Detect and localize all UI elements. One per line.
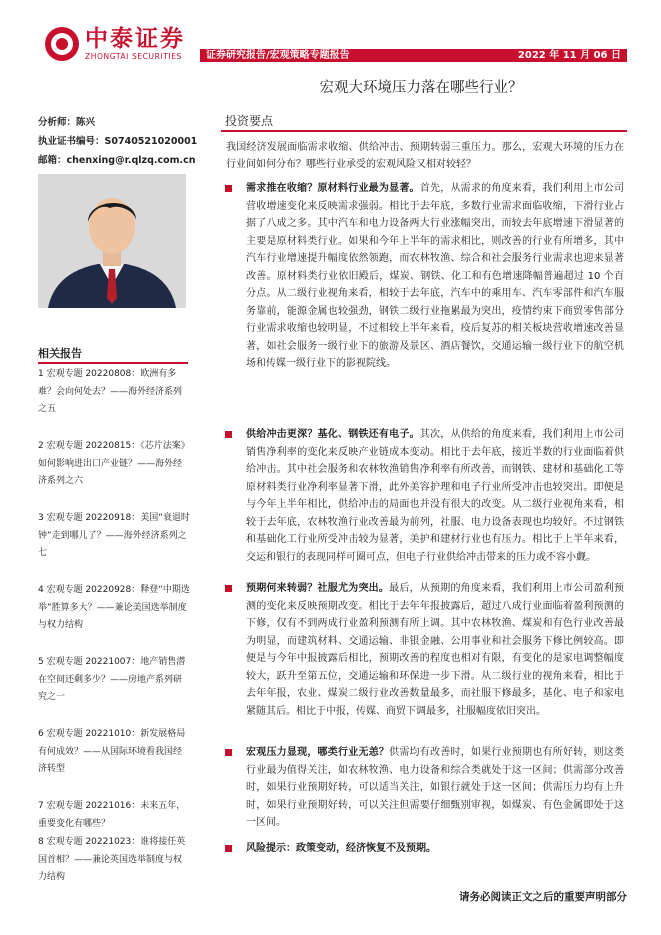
- key-point-supply: [226, 426, 624, 566]
- logo-emblem-icon: [45, 27, 79, 61]
- key-point-macro-pressure: [226, 744, 624, 832]
- analyst-email: chenxing@r.qlzq.com.cn: [66, 155, 196, 166]
- analyst-email-label: 邮箱：: [38, 155, 67, 166]
- key-point-lead: 供给冲击更深？基化、钢铁还有电子。: [246, 429, 420, 440]
- key-point-body: 最后，从预期的角度来看，我们利用上市公司盈利预测的变化来反映预期改变。相比于去年年报披露后，超过八成行业面临着盈利预测的下修，仅有不到两成行业盈利预测有所上调。其中农林牧渔、煤炭和有色行业改善最为明显，而建筑材料、交通运输、非银金融、公用事业和社会服务下修比例较高。即便是与今年中报披露后相比，预期改善的程度也相对有限，有变化的是家电调整幅度较大，跃升至第五位，交通运输和环保进一步下滑。从二级行业的视角来看，相比于去年年报，农业、煤炭二级行业改善数量最多，而社服下修最多，基化、电子和家电紧随其后。相比于中报，传媒、商贸下调最多，社服幅度依旧突出。: [246, 583, 625, 717]
- analyst-license-label: 执业证书编号：: [38, 136, 105, 147]
- related-report-item[interactable]: 3 宏观专题 20220918：美国“衰退时钟”走到哪儿了？——海外经济系列之七: [38, 513, 190, 558]
- key-point-risk: [226, 840, 624, 858]
- square-bullet-icon: [225, 431, 232, 438]
- disclaimer-footer: 请务必阅读正文之后的重要声明部分: [459, 891, 627, 903]
- logo-english-name: ZHONGTAI SECURITIES: [85, 52, 182, 61]
- analyst-name-row: [38, 113, 197, 132]
- key-point-lead: 宏观压力显现，哪类行业无恙？: [246, 747, 390, 758]
- analyst-photo: [38, 174, 186, 308]
- logo-chinese-name: 中泰证券: [85, 26, 185, 52]
- related-report-item[interactable]: 2 宏观专题 20220815：《芯片法案》如何影响进出口产业链？——海外经济系列之六: [38, 441, 190, 486]
- related-reports-heading-text: 相关报告: [38, 347, 82, 360]
- related-report-item[interactable]: 6 宏观专题 20221010：新发展格局有何成效？——从国际环境看我国经济转型: [38, 729, 186, 774]
- key-point-lead: 预期何来转弱？社服尤为突出。: [246, 583, 390, 594]
- analyst-license-row: [38, 132, 197, 151]
- key-points-heading-text: 投资要点: [225, 114, 274, 128]
- report-title: 宏观大环境压力落在哪些行业？: [319, 80, 523, 96]
- key-point-body: 供需均有改善时，如果行业预期也有所好转，则这类行业最为值得关注，如农林牧渔、电力设备和综合类就处于这一区间；供需部分改善时，如果行业预期好转，可以适当关注，如银行就处于这一区间；供需压力均有上升时，如果行业预期好转，可以关注但需要仔细甄别审视，如煤炭、有色金属即处于这一区间。: [246, 747, 625, 828]
- analyst-name-label: 分析师：: [38, 117, 77, 128]
- analyst-info: [38, 113, 197, 170]
- related-report-item[interactable]: 7 宏观专题 20221016：未来五年，重要变化有哪些？: [38, 801, 186, 829]
- analyst-portrait-icon: [38, 174, 186, 308]
- analyst-license: S0740521020001: [104, 136, 198, 147]
- key-points-heading: [221, 108, 627, 132]
- square-bullet-icon: [225, 185, 232, 192]
- risk-label: 风险提示：: [246, 843, 296, 854]
- square-bullet-icon: [225, 845, 232, 852]
- related-reports-heading: [38, 342, 188, 364]
- key-point-lead: 需求推在收缩？原材料行业最为显著。: [246, 183, 420, 194]
- square-bullet-icon: [225, 749, 232, 756]
- key-points-intro: 我国经济发展面临需求收缩、供给冲击、预期转弱三重压力。那么，宏观大环境的压力在行业间如何分布？哪些行业承受的宏观风险又相对较轻？: [226, 142, 624, 170]
- key-point-demand: [226, 180, 624, 373]
- key-point-body: 首先，从需求的角度来看，我们利用上市公司营收增速变化来反映需求强弱。相比于去年底，多数行业需求面临收缩，下滑行业占据了八成之多。其中汽车和电力设备两大行业涨幅突出，而较去年底增速下滑显著的主要是原材料类行业。如果和今年上半年的需求相比，则改善的行业有所增多，其中汽车行业增速提升幅度依然领跑，而农林牧渔、综合和社会服务行业需求也迎来显著改善。原材料类行业依旧殿后，煤炭、钢铁、化工和有色增速降幅普遍超过 10 个百分点。从二级行业视角来看，相较于去年底，汽车中的乘用车、汽车零部件和汽车服务靠前，能源金属也较强劲，钢铁二级行业拖累最为突出，疫情约束下商贸零售部分行业需求收缩也较明显，不过相较上半年来看，疫后复苏的相关板块营收增速改善显著，如社会服务一级行业下的旅游及景区、酒店餐饮，交通运输一级行业下的航空机场和传媒一级行业下的影视院线。: [246, 183, 625, 369]
- related-report-item[interactable]: 5 宏观专题 20221007：地产销售潜在空间还剩多少？——房地产系列研究之一: [38, 657, 186, 702]
- logo-text: [85, 26, 185, 61]
- report-date: 2022 年 11 月 06 日: [517, 50, 621, 61]
- risk-text: 政策变动，经济恢复不及预期。: [296, 843, 436, 854]
- report-header-bar: [200, 49, 627, 62]
- related-report-item[interactable]: 1 宏观专题 20220808：欧洲有多难？会向何处去？——海外经济系列之五: [38, 369, 183, 414]
- key-point-expectation: [226, 580, 624, 720]
- analyst-name: 陈兴: [76, 117, 96, 128]
- related-report-item[interactable]: 4 宏观专题 20220928：释登“中期选举”胜算多大？——兼论美国选举制度与权力结构: [38, 585, 190, 630]
- related-report-item[interactable]: 8 宏观专题 20221023：谁将接任英国首相？——兼论英国选举制度与权力结构: [38, 837, 186, 882]
- related-reports-list: [38, 366, 190, 888]
- square-bullet-icon: [225, 585, 232, 592]
- report-type: 证券研究报告/宏观策略专题报告: [206, 50, 350, 61]
- key-point-body: 其次，从供给的角度来看，我们利用上市公司销售净利率的变化来反映产业链成本变动。相比于去年底，接近半数的行业面临着供给冲击。其中社会服务和农林牧渔销售净利率有所改善，而钢铁、建材和基础化工等原材料类行业净利率显著下滑，此外美容护理和电子行业所受冲击也较突出。即便是与今年上半年相比，供给冲击的局面也并没有很大的改变。从二级行业视角来看，相较于去年底，农林牧渔行业改善最为前列，社服、电力设备表现也均较好。不过钢铁和基础化工行业所受冲击较为显著，美护和建材行业也有压力。相比于上半年来看，交运和银行的表现同样可圈可点，但电子行业供给冲击带来的压力或不容小觑。: [246, 429, 625, 563]
- company-logo: [45, 26, 185, 61]
- analyst-email-row: [38, 151, 197, 170]
